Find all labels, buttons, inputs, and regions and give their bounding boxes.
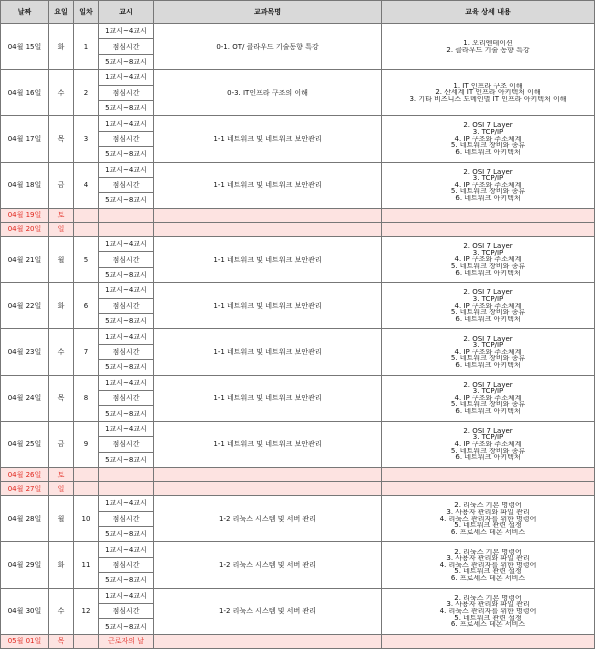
details-cell xyxy=(382,496,595,542)
detail-line: 4. IP 구조와 주소체계 xyxy=(454,394,522,402)
day-number-cell: 8 xyxy=(74,375,99,421)
detail-line: 5. 네트워크 장비와 종류 xyxy=(450,142,526,149)
day-number-cell: 10 xyxy=(74,496,99,542)
detail-line: 2. OSI 7 Layer xyxy=(463,381,513,389)
holiday-note xyxy=(99,467,154,481)
weekday-cell: 월 xyxy=(49,237,74,283)
subject-cell: 1-1 네트워크 및 네트워크 보안관리 xyxy=(154,162,382,208)
details-cell xyxy=(382,24,595,70)
period-cell: 5교시~8교시 xyxy=(99,573,154,588)
subject-cell: 0-1. OT/ 클라우드 기술동향 특강 xyxy=(154,24,382,70)
subject-cell xyxy=(154,467,382,481)
detail-line: 3. 사용자 관리와 파일 관리 xyxy=(446,508,530,516)
holiday-note xyxy=(99,482,154,496)
period-cell: 점심시간 xyxy=(99,344,154,359)
weekday-cell: 화 xyxy=(49,283,74,329)
detail-line: 3. 사용자 관리와 파일 관리 xyxy=(446,601,530,608)
detail-line: 6. 네트워크 아키텍처 xyxy=(455,454,521,461)
period-cell: 1교시~4교시 xyxy=(99,116,154,131)
subject-cell xyxy=(154,482,382,496)
day-number-cell xyxy=(74,467,99,481)
holiday-note xyxy=(99,222,154,236)
detail-line: 2. OSI 7 Layer xyxy=(463,335,513,343)
weekday-cell: 월 xyxy=(49,496,74,542)
detail-line: 3. TCP/IP xyxy=(472,388,504,395)
period-cell: 5교시~8교시 xyxy=(99,406,154,421)
period-cell: 점심시간 xyxy=(99,511,154,526)
day-number-cell: 6 xyxy=(74,283,99,329)
weekday-cell: 금 xyxy=(49,421,74,467)
period-cell: 1교시~4교시 xyxy=(99,24,154,39)
period-cell: 5교시~8교시 xyxy=(99,147,154,162)
period-cell: 1교시~4교시 xyxy=(99,421,154,436)
header-row xyxy=(1,1,595,24)
class-row xyxy=(1,237,595,252)
weekday-cell: 토 xyxy=(49,467,74,481)
detail-line: 6. 네트워크 아키텍처 xyxy=(455,315,521,323)
day-number-cell: 9 xyxy=(74,421,99,467)
details-cell xyxy=(382,208,595,222)
weekday-cell: 목 xyxy=(49,375,74,421)
detail-line: 4. IP 구조와 주소체계 xyxy=(454,135,522,143)
detail-line: 3. TCP/IP xyxy=(472,249,504,257)
detail-line: 4. IP 구조와 주소체계 xyxy=(454,256,522,263)
detail-line: 5. 네트워크 장비와 종류 xyxy=(450,309,526,316)
day-number-cell: 7 xyxy=(74,329,99,375)
holiday-row xyxy=(1,222,595,236)
period-cell: 5교시~8교시 xyxy=(99,54,154,69)
date-cell: 04월 30일 xyxy=(1,588,49,634)
detail-line: 2. OSI 7 Layer xyxy=(463,427,513,435)
detail-line: 5. 네트워크 장비와 종류 xyxy=(450,401,526,409)
date-cell: 04월 25일 xyxy=(1,421,49,467)
details-cell xyxy=(382,116,595,162)
weekday-cell: 토 xyxy=(49,208,74,222)
day-number-cell: 4 xyxy=(74,162,99,208)
class-row xyxy=(1,375,595,390)
detail-line: 3. TCP/IP xyxy=(472,175,504,182)
subject-cell: 0-3. IT인프라 구조의 이해 xyxy=(154,70,382,116)
day-number-cell: 2 xyxy=(74,70,99,116)
holiday-note xyxy=(99,208,154,222)
details-cell xyxy=(382,329,595,375)
day-number-cell xyxy=(74,208,99,222)
subject-cell: 1-1 네트워크 및 네트워크 보안관리 xyxy=(154,421,382,467)
header-subject: 교과목명 xyxy=(154,1,382,24)
day-number-cell: 1 xyxy=(74,24,99,70)
details-cell xyxy=(382,222,595,236)
period-cell: 점심시간 xyxy=(99,298,154,313)
class-row xyxy=(1,116,595,131)
day-number-cell xyxy=(74,222,99,236)
detail-line: 2. 리눅스 기본 명령어 xyxy=(454,502,522,509)
holiday-row xyxy=(1,634,595,648)
period-cell: 1교시~4교시 xyxy=(99,283,154,298)
period-cell: 1교시~4교시 xyxy=(99,162,154,177)
period-cell: 1교시~4교시 xyxy=(99,70,154,85)
subject-cell: 1-1 네트워크 및 네트워크 보안관리 xyxy=(154,283,382,329)
day-number-cell xyxy=(74,482,99,496)
detail-line: 4. 리눅스 관리자를 위한 명령어 xyxy=(439,561,537,569)
period-cell: 점심시간 xyxy=(99,390,154,405)
day-number-cell: 11 xyxy=(74,542,99,588)
holiday-row xyxy=(1,467,595,481)
header-date: 날짜 xyxy=(1,1,49,24)
period-cell: 1교시~4교시 xyxy=(99,329,154,344)
date-cell: 04월 19일 xyxy=(1,208,49,222)
day-number-cell: 12 xyxy=(74,588,99,634)
date-cell: 04월 15일 xyxy=(1,24,49,70)
detail-line: 2. OSI 7 Layer xyxy=(463,168,513,176)
weekday-cell: 목 xyxy=(49,116,74,162)
class-row xyxy=(1,70,595,85)
details-cell xyxy=(382,70,595,116)
detail-line: 3. TCP/IP xyxy=(472,295,504,303)
class-row xyxy=(1,329,595,344)
details-cell xyxy=(382,237,595,283)
period-cell: 5교시~8교시 xyxy=(99,100,154,115)
subject-cell xyxy=(154,634,382,648)
period-cell: 5교시~8교시 xyxy=(99,193,154,208)
period-cell: 점심시간 xyxy=(99,131,154,146)
detail-line: 4. 리눅스 관리자를 위한 명령어 xyxy=(439,515,537,523)
holiday-row xyxy=(1,482,595,496)
class-row xyxy=(1,162,595,177)
detail-line: 4. IP 구조와 주소체계 xyxy=(454,302,522,310)
subject-cell xyxy=(154,208,382,222)
detail-line: 5. 네트워크 장비와 종류 xyxy=(450,262,526,270)
detail-line: 4. IP 구조와 주소체계 xyxy=(454,181,522,189)
detail-line: 3. TCP/IP xyxy=(472,129,504,136)
header-details: 교육 상세 내용 xyxy=(382,1,595,24)
detail-line: 2. 클라우드 기술 동향 특강 xyxy=(446,46,530,54)
detail-line: 4. IP 구조와 주소체계 xyxy=(454,348,522,356)
weekday-cell: 일 xyxy=(49,222,74,236)
period-cell: 5교시~8교시 xyxy=(99,360,154,375)
weekday-cell: 일 xyxy=(49,482,74,496)
detail-line: 2. 리눅스 기본 명령어 xyxy=(454,594,522,602)
subject-cell: 1-1 네트워크 및 네트워크 보안관리 xyxy=(154,375,382,421)
detail-line: 2. OSI 7 Layer xyxy=(463,243,513,250)
date-cell: 04월 20일 xyxy=(1,222,49,236)
schedule-body xyxy=(1,24,595,649)
detail-line: 3. 기타 비즈니스 도메인별 IT 인프라 아키텍처 이해 xyxy=(409,96,567,103)
class-row xyxy=(1,542,595,557)
day-number-cell: 3 xyxy=(74,116,99,162)
detail-line: 1. IT 인프라 구조 이해 xyxy=(453,82,523,90)
detail-line: 6. 프로세스 데몬 서비스 xyxy=(450,528,526,536)
subject-cell: 1-1 네트워크 및 네트워크 보안관리 xyxy=(154,329,382,375)
detail-line: 3. TCP/IP xyxy=(472,434,504,442)
detail-line: 6. 네트워크 아키텍처 xyxy=(455,194,521,202)
detail-line: 6. 네트워크 아키텍처 xyxy=(455,269,521,277)
detail-line: 5. 네트워크 장비와 종류 xyxy=(450,355,526,362)
detail-line: 2. 리눅스 기본 명령어 xyxy=(454,548,522,556)
period-cell: 5교시~8교시 xyxy=(99,527,154,542)
detail-line: 5. 네트워크 장비와 종류 xyxy=(450,447,526,455)
detail-line: 2. OSI 7 Layer xyxy=(463,122,513,130)
detail-line: 1. 오리엔테이션 xyxy=(463,39,513,47)
period-cell: 점심시간 xyxy=(99,177,154,192)
period-cell: 1교시~4교시 xyxy=(99,375,154,390)
subject-cell xyxy=(154,222,382,236)
detail-line: 4. 리눅스 관리자를 위한 명령어 xyxy=(439,607,537,615)
weekday-cell: 수 xyxy=(49,588,74,634)
details-cell xyxy=(382,375,595,421)
period-cell: 점심시간 xyxy=(99,557,154,572)
holiday-row xyxy=(1,208,595,222)
date-cell: 04월 24일 xyxy=(1,375,49,421)
detail-line: 5. 네트워크 관련 설정 xyxy=(454,614,522,622)
header-period: 교시 xyxy=(99,1,154,24)
period-cell: 5교시~8교시 xyxy=(99,314,154,329)
date-cell: 04월 17일 xyxy=(1,116,49,162)
date-cell: 04월 26일 xyxy=(1,467,49,481)
detail-line: 3. 사용자 관리와 파일 관리 xyxy=(446,555,530,562)
period-cell: 5교시~8교시 xyxy=(99,452,154,467)
subject-cell: 1-2 리눅스 시스템 및 서버 관리 xyxy=(154,588,382,634)
class-row xyxy=(1,588,595,603)
details-cell xyxy=(382,421,595,467)
class-row xyxy=(1,283,595,298)
period-cell: 1교시~4교시 xyxy=(99,237,154,252)
class-row xyxy=(1,24,595,39)
detail-line: 5. 네트워크 관련 설정 xyxy=(454,568,522,575)
period-cell: 점심시간 xyxy=(99,85,154,100)
day-number-cell xyxy=(74,634,99,648)
weekday-cell: 화 xyxy=(49,542,74,588)
period-cell: 1교시~4교시 xyxy=(99,588,154,603)
weekday-cell: 화 xyxy=(49,24,74,70)
day-number-cell: 5 xyxy=(74,237,99,283)
detail-line: 6. 네트워크 아키텍처 xyxy=(455,148,521,156)
date-cell: 04월 23일 xyxy=(1,329,49,375)
date-cell: 04월 22일 xyxy=(1,283,49,329)
detail-line: 6. 네트워크 아키텍처 xyxy=(455,408,521,415)
period-cell: 1교시~4교시 xyxy=(99,542,154,557)
details-cell xyxy=(382,542,595,588)
weekday-cell: 목 xyxy=(49,634,74,648)
date-cell: 05월 01일 xyxy=(1,634,49,648)
date-cell: 04월 29일 xyxy=(1,542,49,588)
detail-line: 4. IP 구조와 주소체계 xyxy=(454,441,522,448)
detail-line: 5. 네트워크 장비와 종류 xyxy=(450,188,526,195)
class-row xyxy=(1,496,595,511)
detail-line: 6. 프로세스 데몬 서비스 xyxy=(450,574,526,582)
date-cell: 04월 28일 xyxy=(1,496,49,542)
date-cell: 04월 16일 xyxy=(1,70,49,116)
weekday-cell: 수 xyxy=(49,329,74,375)
detail-line: 6. 프로세스 데몬 서비스 xyxy=(450,621,526,628)
holiday-note: 근로자의 날 xyxy=(99,634,154,648)
date-cell: 04월 27일 xyxy=(1,482,49,496)
date-cell: 04월 21일 xyxy=(1,237,49,283)
subject-cell: 1-2 리눅스 시스템 및 서버 관리 xyxy=(154,542,382,588)
class-row xyxy=(1,421,595,436)
details-cell xyxy=(382,634,595,648)
period-cell: 점심시간 xyxy=(99,604,154,619)
subject-cell: 1-2 리눅스 시스템 및 서버 관리 xyxy=(154,496,382,542)
period-cell: 점심시간 xyxy=(99,39,154,54)
detail-line: 6. 네트워크 아키텍처 xyxy=(455,361,521,369)
header-weekday: 요일 xyxy=(49,1,74,24)
period-cell: 점심시간 xyxy=(99,437,154,452)
details-cell xyxy=(382,588,595,634)
weekday-cell: 금 xyxy=(49,162,74,208)
header-day-number: 일차 xyxy=(74,1,99,24)
details-cell xyxy=(382,283,595,329)
period-cell: 점심시간 xyxy=(99,252,154,267)
detail-line: 2. 산세계 IT 인프라 아키텍처 이해 xyxy=(435,89,541,97)
detail-line: 5. 네트워크 관련 설정 xyxy=(454,522,522,529)
subject-cell: 1-1 네트워크 및 네트워크 보안관리 xyxy=(154,116,382,162)
period-cell: 5교시~8교시 xyxy=(99,267,154,282)
detail-line: 2. OSI 7 Layer xyxy=(463,289,513,296)
details-cell xyxy=(382,482,595,496)
details-cell xyxy=(382,467,595,481)
subject-cell: 1-1 네트워크 및 네트워크 보안관리 xyxy=(154,237,382,283)
detail-line: 3. TCP/IP xyxy=(472,342,504,349)
date-cell: 04월 18일 xyxy=(1,162,49,208)
details-cell xyxy=(382,162,595,208)
period-cell: 5교시~8교시 xyxy=(99,619,154,634)
period-cell: 1교시~4교시 xyxy=(99,496,154,511)
weekday-cell: 수 xyxy=(49,70,74,116)
